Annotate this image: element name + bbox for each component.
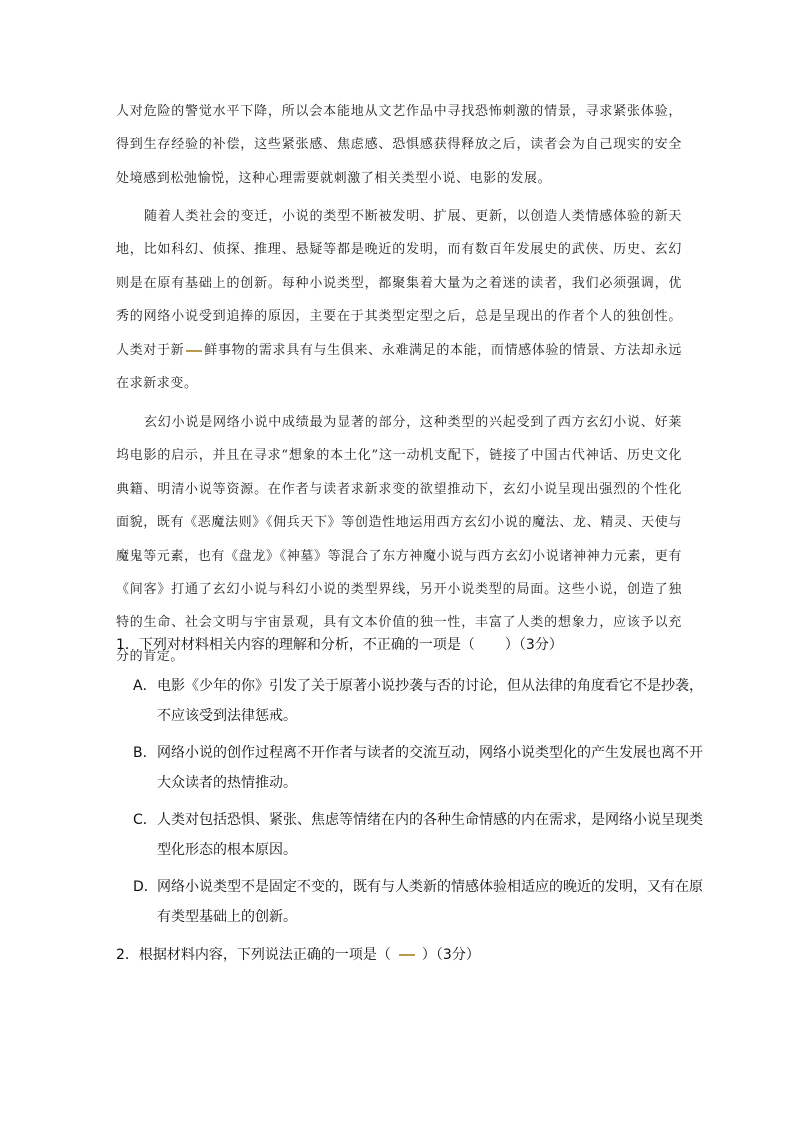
option-text: 电影《少年的你》引发了关于原著小说抄袭与否的讨论，但从法律的角度看它不是抄袭，不应该受到法律惩戒。 — [157, 678, 703, 724]
passage-paragraph-1: 人对危险的警觉水平下降，所以会本能地从文艺作品中寻找恐怖刺激的情景，寻求紧张体验，得到生存经验的补偿，这些紧张感、焦虑感、恐惧感获得释放之后，读者会为自己现实的安全处境感到松弛愉悦，这种心理需要就刺激了相关类型小说、电影的发展。 — [116, 104, 682, 186]
passage-paragraph-2-part-1: 随着人类社会的变迁，小说的类型不断被发明、扩展、更新，以创造人类情感体验的新天地，比如科幻、侦探、推理、悬疑等都是晚近的发明，而有数百年发展史的武侠、历史、玄幻则是在原有基础上的创新。每种小说类型，都聚集着大量为之着迷的读者，我们必须强调，优秀的网络小说受到追捧的原因，主要在于其类型定型之后，总是呈现出的作者个人的独创性。人类对于新 — [116, 209, 682, 358]
question-1-score: ）（3分） — [504, 637, 563, 653]
option-letter: D． — [133, 879, 158, 895]
question-1-option-b[interactable] — [133, 738, 709, 798]
question-2-answer-blank[interactable] — [399, 954, 415, 956]
question-2-stem — [116, 943, 686, 967]
option-letter: B． — [133, 745, 157, 761]
passage-paragraph-2 — [116, 200, 682, 400]
option-letter: C． — [133, 812, 157, 828]
question-2-score: ）（3分） — [421, 947, 480, 963]
option-text: 人类对包括恐惧、紧张、焦虑等情绪在内的各种生命情感的内在需求，是网络小说呈现类型化形态的根本原因。 — [157, 812, 703, 858]
question-2-stem-text: 2．根据材料内容，下列说法正确的一项是（ — [116, 947, 391, 963]
highlight-mark — [186, 350, 202, 352]
option-letter: A． — [133, 678, 157, 694]
option-text: 网络小说的创作过程离不开作者与读者的交流互动，网络小说类型化的产生发展也离不开大众读者的热情推动。 — [157, 745, 703, 791]
question-1-option-d[interactable] — [133, 872, 709, 932]
question-1-option-c[interactable] — [133, 805, 709, 865]
question-1-option-a[interactable] — [133, 671, 709, 731]
passage-paragraph-2-part-2: 鲜事物的需求具有与生俱来、永难满足的本能，而情感体验的情景、方法却永远在求新求变。 — [116, 342, 682, 392]
question-1-stem-text: 1．下列对材料相关内容的理解和分析，不正确的一项是（ — [116, 637, 475, 653]
passage-paragraph-3: 玄幻小说是网络小说中成绩最为显著的部分，这种类型的兴起受到了西方玄幻小说、好莱坞电影的启示，并且在寻求“想象的本土化”这一动机支配下，链接了中国古代神话、历史文化典籍、明清小说等资源。在作者与读者求新求变的欲望推动下，玄幻小说呈现出强烈的个性化面貌，既有《恶魔法则》《佣兵天下》等创造性地运用西方玄幻小说的魔法、龙、精灵、天使与魔鬼等元素，也有《盘龙》《神墓》等混合了东方神魔小说与西方玄幻小说诸神神力元素，更有《间客》打通了玄幻小说与科幻小说的类型界线，另开小说类型的局面。这些小说，创造了独特的生命、社会文明与宇宙景观，具有文本价值的独一性，丰富了人类的想象力，应该予以充分的肯定。 — [116, 415, 682, 664]
option-text: 网络小说类型不是固定不变的，既有与人类新的情感体验相适应的晚近的发明，又有在原有类型基础上的创新。 — [157, 879, 703, 925]
question-1-stem — [116, 633, 686, 657]
